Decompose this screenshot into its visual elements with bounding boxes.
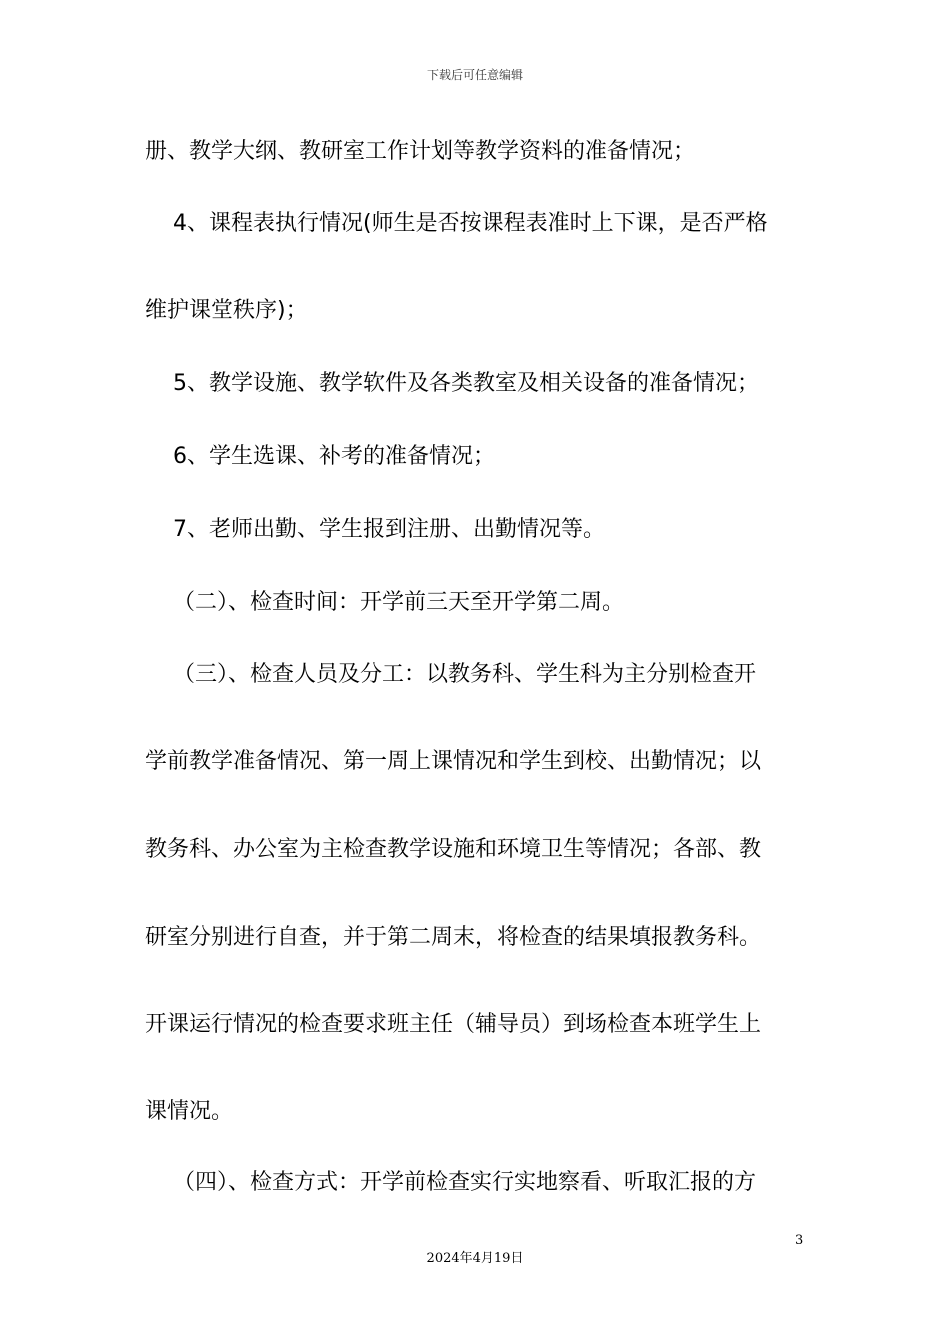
body-line-12: 开课运行情况的检查要求班主任（辅导员）到场检查本班学生上 (145, 1012, 762, 1037)
body-line-1: 册、教学大纲、教研室工作计划等教学资料的准备情况； (145, 139, 696, 164)
page-number: 3 (795, 1233, 804, 1248)
body-line-14: （四）、检查方式：开学前检查实行实地察看、听取汇报的方 (173, 1170, 757, 1195)
body-line-6: 7、老师出勤、学生报到注册、出勤情况等。 (173, 517, 605, 542)
body-line-5: 6、学生选课、补考的准备情况； (173, 444, 495, 469)
body-line-3: 维护课堂秩序)； (145, 298, 308, 323)
body-line-10: 教务科、办公室为主检查教学设施和环境卫生等情况；各部、教 (145, 837, 762, 862)
body-line-8: （三）、检查人员及分工：以教务科、学生科为主分别检查开 (173, 662, 757, 687)
body-line-11: 研室分别进行自查，并于第二周末，将检查的结果填报教务科。 (145, 925, 762, 950)
body-line-9: 学前教学准备情况、第一周上课情况和学生到校、出勤情况；以 (145, 749, 762, 774)
footer-date: 2024年4月19日 (426, 1251, 524, 1266)
page-header: 下载后可任意编辑 (426, 68, 523, 82)
body-line-4: 5、教学设施、教学软件及各类教室及相关设备的准备情况； (173, 371, 759, 396)
body-line-13: 课情况。 (145, 1099, 234, 1124)
body-line-2: 4、课程表执行情况(师生是否按课程表准时上下课，是否严格 (173, 211, 768, 236)
body-line-7: （二）、检查时间：开学前三天至开学第二周。 (173, 590, 625, 615)
